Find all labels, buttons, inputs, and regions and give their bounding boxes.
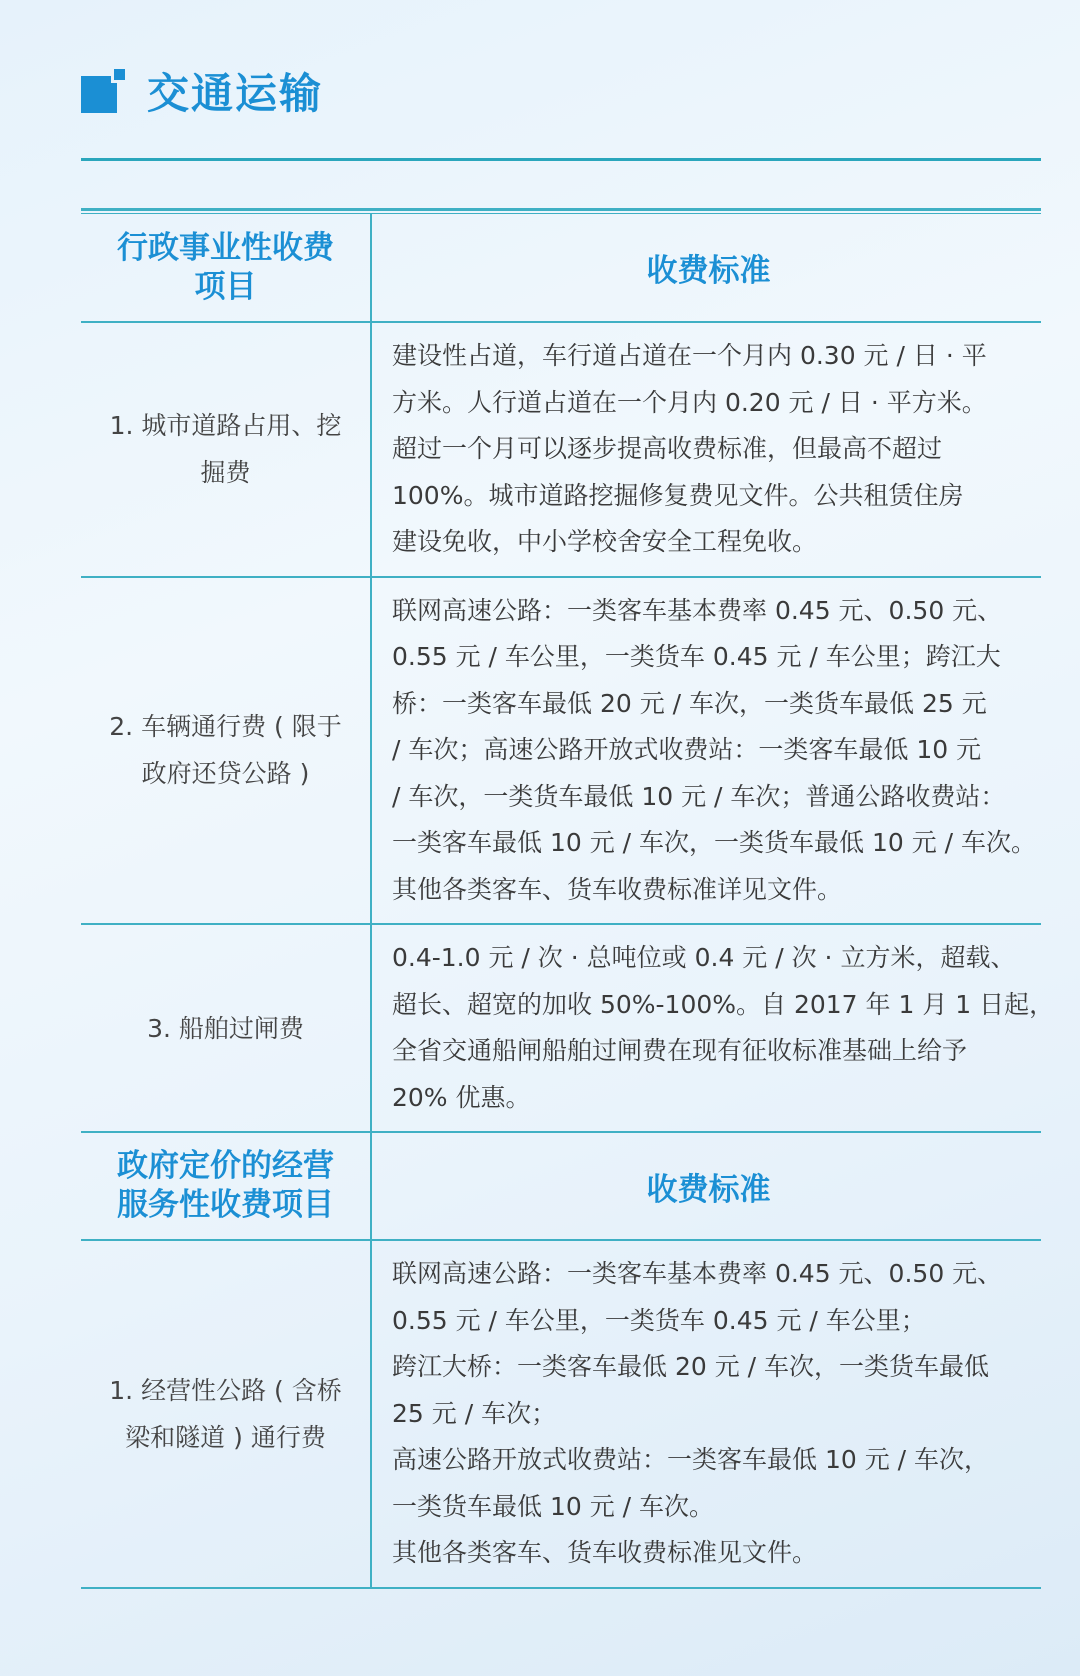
section2-header-row — [81, 1132, 1041, 1240]
item-standard-cell — [371, 322, 1041, 577]
page-header — [81, 66, 323, 116]
item-name: 2. 车辆通行费 ( 限于 政府还贷公路 ) — [109, 712, 342, 789]
item-name: 1. 经营性公路 ( 含桥 梁和隧道 ) 通行费 — [109, 1375, 342, 1452]
page-title: 交通运输 — [147, 69, 324, 118]
item-name-cell — [81, 577, 371, 925]
item-standard: 联网高速公路：一类客车基本费率 0.45 元、0.50 元、 0.55 元 / 车公里，一类货车 0.45 元 / 车公里；跨江大 桥：一类客车最低 20 元 / 车次，一类货车最低 25 元 / 车次；高速公路开放式收费站：一类客车最低 10 元 / 车次，一类货车最低 10 元 / 车次；普通公路收费站： 一类客车最低 10 元 / 车次，一类货车最低 10 元 / 车次。 其他各类客车、货车收费标准详见文件。 — [392, 595, 1037, 904]
item-standard-cell — [371, 577, 1041, 925]
item-standard-cell — [371, 1240, 1041, 1588]
item-name-cell — [81, 322, 371, 577]
item-standard: 0.4-1.0 元 / 次 · 总吨位或 0.4 元 / 次 · 立方米，超载、 超长、超宽的加收 50%-100%。自 2017 年 1 月 1 日起， 全省交通船闸船舶过闸费在现有征收标准基础上给予 20% 优惠。 — [392, 943, 1055, 1112]
item-name: 3. 船舶过闸费 — [147, 1013, 304, 1043]
section1-heading-cell — [81, 214, 371, 322]
item-name-cell — [81, 1240, 371, 1588]
section2-column-heading-cell — [371, 1132, 1041, 1240]
item-name-cell — [81, 924, 371, 1132]
section2-column-heading: 收费标准 — [646, 1171, 771, 1208]
section1-header-row — [81, 214, 1041, 322]
section2-heading: 政府定价的经营 服务性收费项目 — [117, 1148, 334, 1223]
item-name: 1. 城市道路占用、挖 掘费 — [109, 411, 342, 488]
table-row — [81, 577, 1041, 925]
item-standard: 建设性占道，车行道占道在一个月内 0.30 元 / 日 · 平 方米。人行道占道在一个月内 0.20 元 / 日 · 平方米。 超过一个月可以逐步提高收费标准，但最高不超过 100%。城市道路挖掘修复费见文件。公共租赁住房 建设免收，中小学校舍安全工程免收。 — [392, 341, 987, 556]
header-divider — [81, 158, 1041, 161]
section-square-icon — [81, 69, 125, 113]
table-row — [81, 1240, 1041, 1588]
item-standard: 联网高速公路：一类客车基本费率 0.45 元、0.50 元、 0.55 元 / 车公里，一类货车 0.45 元 / 车公里； 跨江大桥：一类客车最低 20 元 / 车次，一类货车最低 25 元 / 车次； 高速公路开放式收费站：一类客车最低 10 元 / 车次， 一类货车最低 10 元 / 车次。 其他各类客车、货车收费标准见文件。 — [392, 1259, 1003, 1567]
section1-heading: 行政事业性收费 项目 — [117, 229, 334, 305]
table-row — [81, 924, 1041, 1132]
fee-table — [81, 214, 1055, 1589]
section2-heading-cell — [81, 1132, 371, 1240]
table-row — [81, 322, 1041, 577]
section1-column-heading-cell — [371, 214, 1041, 322]
item-standard-cell — [371, 924, 1055, 1132]
section1-column-heading: 收费标准 — [646, 253, 771, 289]
